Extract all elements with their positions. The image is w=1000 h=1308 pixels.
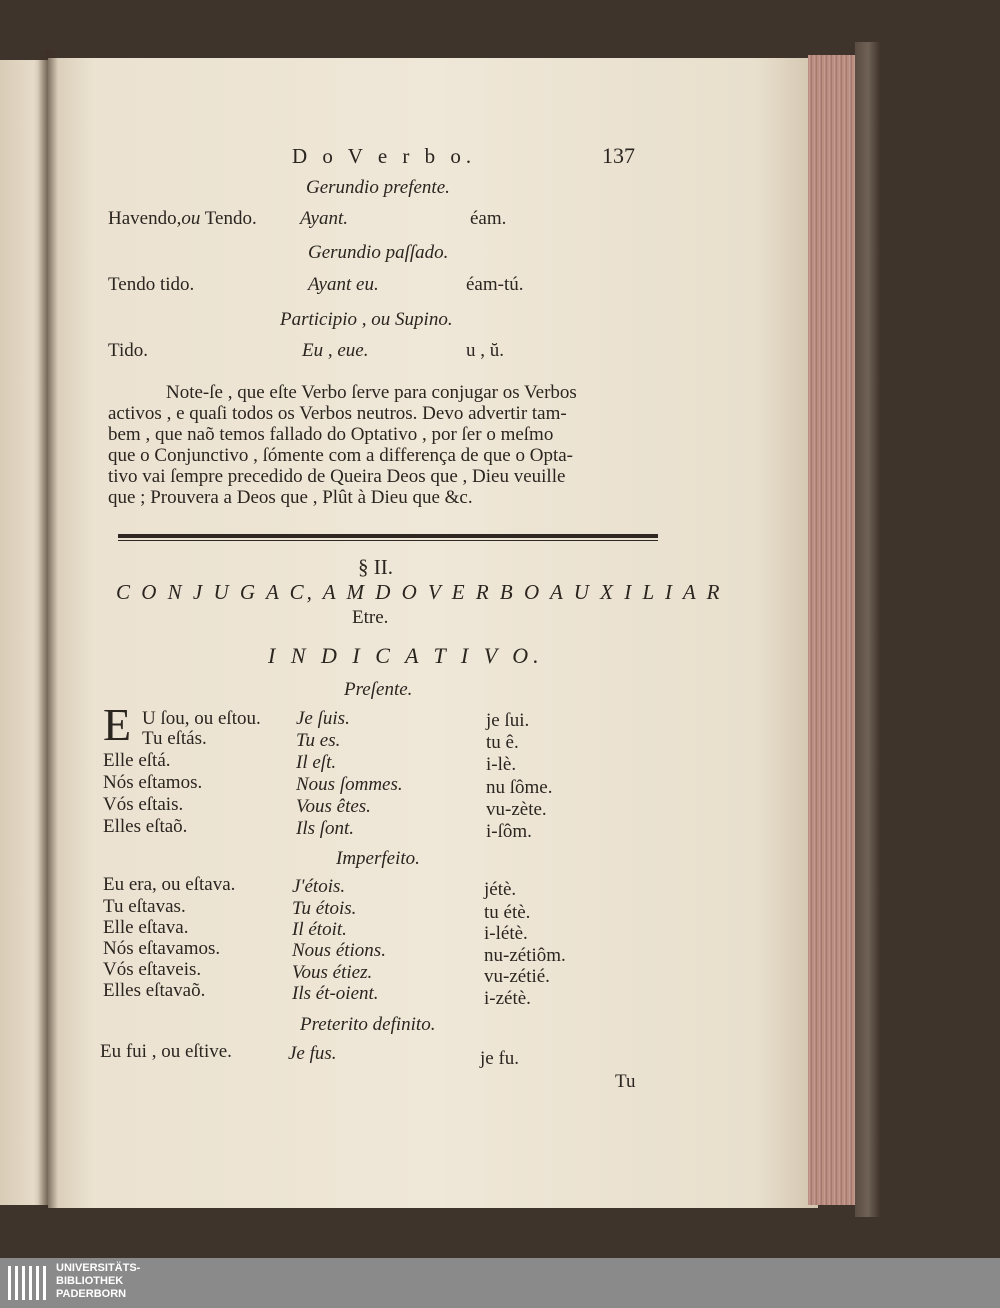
present-french: Vous êtes. — [296, 796, 371, 817]
note-line: tivo vai ſempre precedido de Queira Deos que , Dieu veuille — [108, 466, 566, 487]
present-pronunciation: vu-zète. — [486, 799, 547, 820]
present-french: Tu es. — [296, 730, 341, 751]
library-footer — [0, 1258, 1000, 1308]
imperfect-french: Tu étois. — [292, 898, 357, 919]
present-pronunciation: tu ê. — [486, 732, 519, 753]
imperfect-portuguese: Elle eſtava. — [103, 917, 189, 938]
imperfect-french: Vous étiez. — [292, 962, 373, 983]
present-french: Ils ſont. — [296, 818, 355, 839]
section-number: § II. — [358, 555, 393, 579]
gerund-past-portuguese: Tendo tido. — [108, 274, 195, 295]
imperfect-pronunciation: jétè. — [484, 879, 517, 900]
gerund-past-french: Ayant eu. — [308, 274, 379, 295]
present-portuguese: Vós eſtais. — [103, 794, 184, 815]
imperfect-portuguese: Tu eſtavas. — [103, 896, 186, 917]
imperfect-portuguese: Vós eſtaveis. — [103, 959, 202, 980]
drop-cap: E — [103, 699, 132, 750]
imperfect-pronunciation: nu-zétiôm. — [484, 945, 566, 966]
imperfect-french: Nous étions. — [292, 940, 386, 961]
note-line: Note-ſe , que eſte Verbo ſerve para conjugar os Verbos — [166, 382, 577, 403]
gerund-past-pronunciation: éam-tú. — [466, 274, 524, 295]
library-name: UNIVERSITÄTS- BIBLIOTHEK PADERBORN — [56, 1262, 141, 1300]
imperfect-pronunciation: tu étè. — [484, 902, 531, 923]
imperfect-french: Il étoit. — [292, 919, 347, 940]
page-number: 137 — [602, 143, 635, 168]
preterite-french: Je fus. — [288, 1043, 337, 1064]
gerund-present-portuguese: Havendo,ou Tendo. — [108, 208, 257, 229]
present-pronunciation: je ſui. — [486, 710, 530, 731]
participle-pronunciation: u , ŭ. — [466, 340, 504, 361]
gerund-past-heading: Gerundio paſſado. — [308, 242, 449, 263]
note-line: que o Conjunctivo , ſómente com a differença de que o Opta- — [108, 445, 573, 466]
running-head: D o V e r b o. — [292, 144, 477, 168]
section-subtitle: Etre. — [352, 607, 389, 628]
participle-heading: Participio , ou Supino. — [280, 309, 453, 330]
imperfect-heading: Imperfeito. — [336, 848, 420, 869]
imperfect-french: Ils ét-oient. — [292, 983, 379, 1004]
present-portuguese: Elles eſtaõ. — [103, 816, 188, 837]
gerund-present-heading: Gerundio prefente. — [306, 177, 450, 198]
preterite-heading: Preterito definito. — [300, 1014, 436, 1035]
gerund-present-pronunciation: éam. — [470, 208, 507, 229]
imperfect-portuguese: Elles eſtavaõ. — [103, 980, 206, 1001]
note-line: bem , que naõ temos fallado do Optativo , por ſer o meſmo — [108, 424, 554, 445]
present-portuguese: Elle eſtá. — [103, 750, 171, 771]
note-line: activos , e quaſi todos os Verbos neutros. Devo advertir tam- — [108, 403, 567, 424]
preterite-portuguese: Eu fui , ou eſtive. — [100, 1041, 232, 1062]
book-cover-edge — [855, 42, 881, 1217]
imperfect-pronunciation: i-zétè. — [484, 988, 531, 1009]
book-gutter — [38, 50, 58, 1210]
present-heading: Preſente. — [344, 679, 413, 700]
present-french: Il eſt. — [296, 752, 337, 773]
imperfect-french: J'étois. — [292, 876, 346, 897]
present-french: Nous ſommes. — [296, 774, 403, 795]
present-pronunciation: i-lè. — [486, 754, 517, 775]
present-portuguese: Tu eſtás. — [142, 728, 207, 749]
note-line: que ; Prouvera a Deos que , Plût à Dieu que &c. — [108, 487, 473, 508]
section-title: C O N J U G A C, A M D O V E R B O A U X I L I A R — [116, 580, 723, 604]
imperfect-pronunciation: i-létè. — [484, 923, 528, 944]
participle-french: Eu , eue. — [302, 340, 369, 361]
present-pronunciation: i-ſôm. — [486, 821, 532, 842]
page-fore-edge — [808, 55, 860, 1205]
present-portuguese: Nós eſtamos. — [103, 772, 203, 793]
mood-heading: I N D I C A T I V O. — [268, 643, 544, 668]
imperfect-portuguese: Eu era, ou eſtava. — [103, 874, 236, 895]
participle-portuguese: Tido. — [108, 340, 148, 361]
imperfect-portuguese: Nós eſtavamos. — [103, 938, 221, 959]
present-pronunciation: nu ſôme. — [486, 777, 553, 798]
section-divider — [118, 534, 658, 541]
preterite-pronunciation: je fu. — [480, 1048, 520, 1069]
gerund-present-french: Ayant. — [300, 208, 349, 229]
present-portuguese: U ſou, ou eſtou. — [142, 708, 261, 729]
present-french: Je ſuis. — [296, 708, 350, 729]
catchword: Tu — [615, 1071, 636, 1092]
imperfect-pronunciation: vu-zétié. — [484, 966, 550, 987]
library-logo-icon — [8, 1266, 46, 1300]
